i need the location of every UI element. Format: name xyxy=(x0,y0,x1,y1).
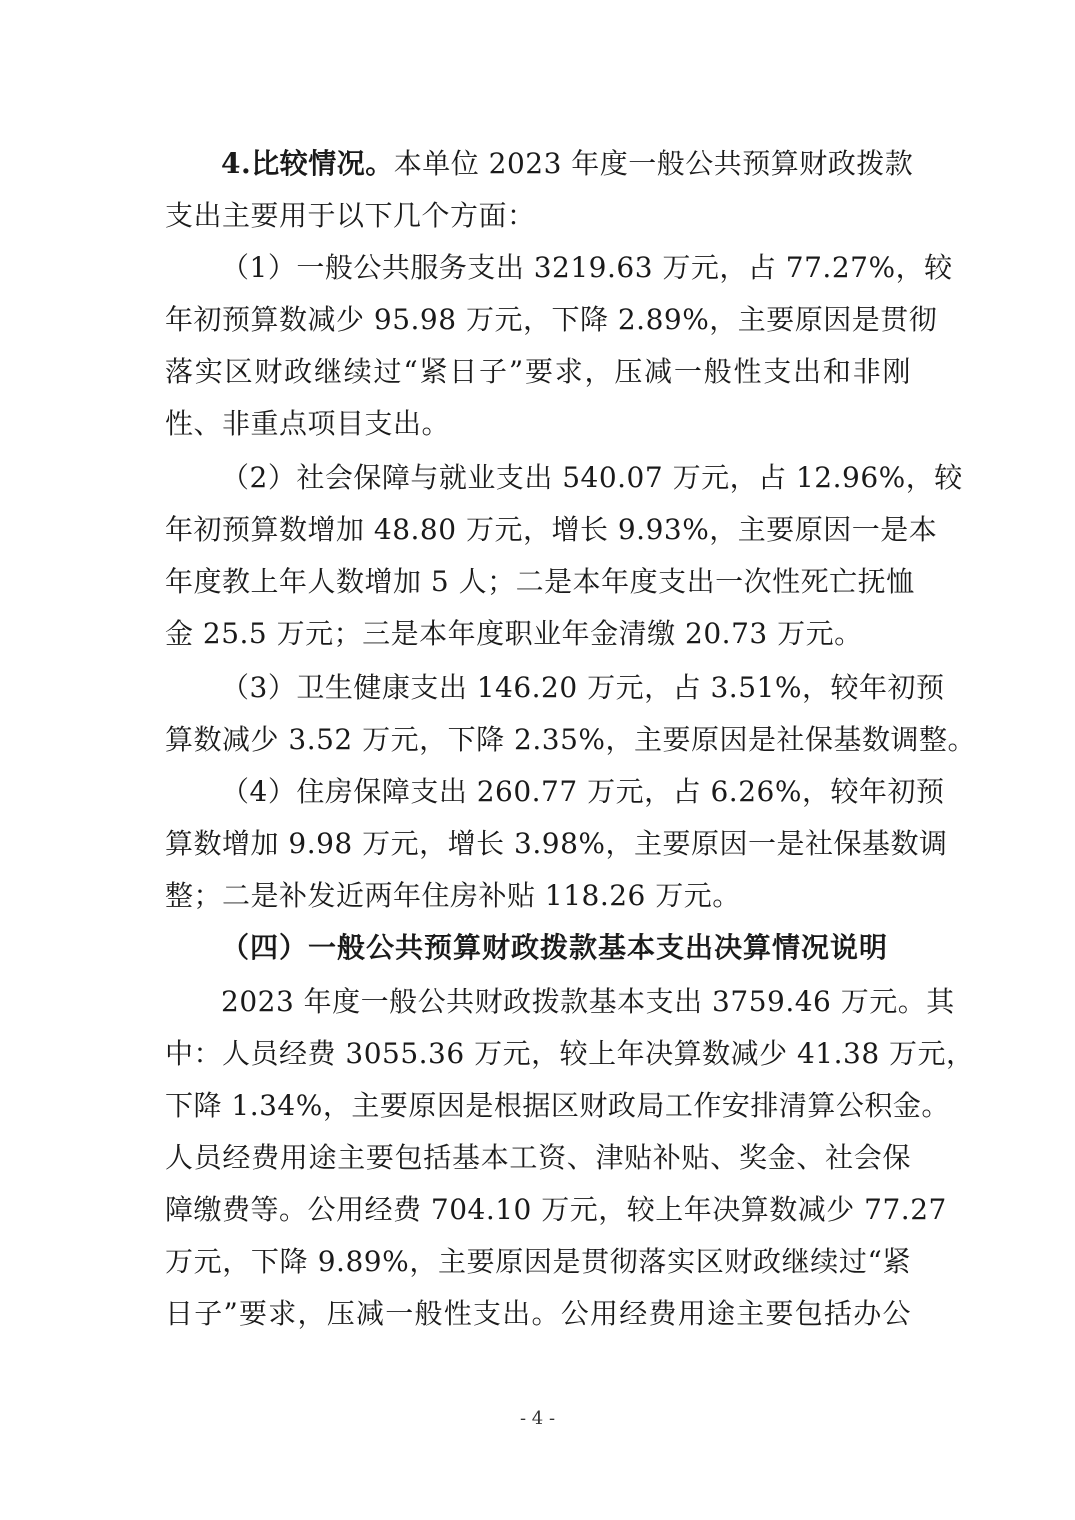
page-number: - 4 - xyxy=(519,1408,556,1429)
section-heading: （四）一般公共预算财政拨款基本支出决算情况说明 xyxy=(221,931,889,964)
paragraph-line: 万元，下降 9.89%，主要原因是贯彻落实区财政继续过“紧 xyxy=(165,1245,911,1278)
paragraph-line: 落实区财政继续过“紧日子”要求，压减一般性支出和非刚 xyxy=(165,355,911,388)
paragraph-line: 算数减少 3.52 万元，下降 2.35%，主要原因是社保基数调整。 xyxy=(165,723,976,756)
paragraph-line: 2023 年度一般公共财政拨款基本支出 3759.46 万元。其 xyxy=(221,985,955,1018)
paragraph-line: 金 25.5 万元；三是本年度职业年金清缴 20.73 万元。 xyxy=(165,617,863,650)
paragraph-line: 中：人员经费 3055.36 万元，较上年决算数减少 41.38 万元， xyxy=(165,1037,975,1070)
paragraph-line: 支出主要用于以下几个方面： xyxy=(165,199,536,232)
paragraph-line: 下降 1.34%，主要原因是根据区财政局工作安排清算公积金。 xyxy=(165,1089,950,1122)
paragraph-line: 性、非重点项目支出。 xyxy=(165,407,451,440)
paragraph-line: 算数增加 9.98 万元，增长 3.98%，主要原因一是社保基数调 xyxy=(165,827,948,860)
paragraph-line: 年初预算数减少 95.98 万元，下降 2.89%，主要原因是贯彻 xyxy=(165,303,938,336)
paragraph-line xyxy=(221,144,914,184)
paragraph-line: （3）卫生健康支出 146.20 万元，占 3.51%，较年初预 xyxy=(221,671,945,704)
paragraph-lead-heading: 4.比较情况。 xyxy=(221,147,394,180)
paragraph-line: 年初预算数增加 48.80 万元，增长 9.93%，主要原因一是本 xyxy=(165,513,938,546)
paragraph-line: （4）住房保障支出 260.77 万元，占 6.26%，较年初预 xyxy=(221,775,945,808)
paragraph-line: 日子”要求，压减一般性支出。公用经费用途主要包括办公 xyxy=(165,1297,911,1330)
paragraph-line: （2）社会保障与就业支出 540.07 万元，占 12.96%，较 xyxy=(221,461,963,494)
paragraph-line: 年度教上年人数增加 5 人；二是本年度支出一次性死亡抚恤 xyxy=(165,565,915,598)
paragraph-text: 本单位 2023 年度一般公共预算财政拨款 xyxy=(393,147,914,180)
paragraph-line: 障缴费等。公用经费 704.10 万元，较上年决算数减少 77.27 xyxy=(165,1193,947,1226)
paragraph-line: 人员经费用途主要包括基本工资、津贴补贴、奖金、社会保 xyxy=(165,1141,911,1174)
paragraph-line: （1）一般公共服务支出 3219.63 万元，占 77.27%，较 xyxy=(221,251,953,284)
paragraph-line: 整；二是补发近两年住房补贴 118.26 万元。 xyxy=(165,879,741,912)
